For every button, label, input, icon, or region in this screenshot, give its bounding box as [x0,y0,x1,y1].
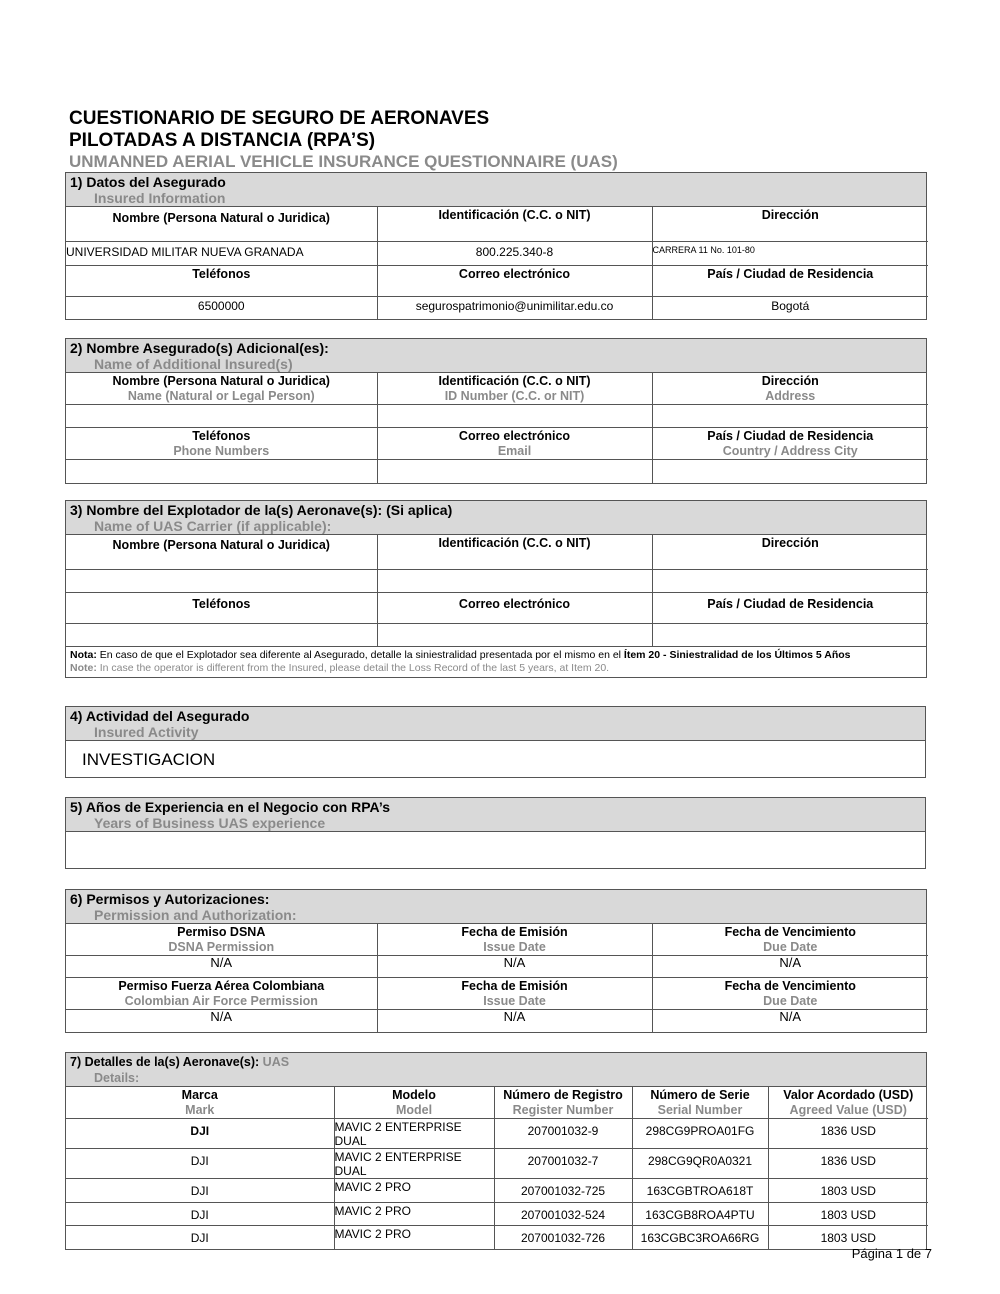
model-cell[interactable]: MAVIC 2 ENTERPRISE DUAL [334,1119,494,1149]
title-line-2: PILOTADAS A DISTANCIA (RPA’S) [69,130,376,151]
page-subtitle: UNMANNED AERIAL VEHICLE INSURANCE QUESTIONNAIRE (UAS) [69,152,618,171]
section-header [66,707,925,741]
issue-date-header: Fecha de Emisión Issue Date [377,978,652,1010]
section-uas-details [65,1052,927,1250]
fac-issue-field[interactable]: N/A [377,1010,652,1032]
country-field[interactable] [652,460,928,483]
name-header: Nombre (Persona Natural o Juridica) [66,207,377,241]
name-field[interactable]: UNIVERSIDAD MILITAR NUEVA GRANADA [66,241,377,265]
section-header [66,173,926,207]
mark-cell[interactable]: DJI [66,1203,334,1226]
mark-cell[interactable]: DJI [66,1226,334,1249]
mark-cell[interactable]: DJI [66,1179,334,1203]
serial-cell[interactable]: 298CG9QR0A0321 [632,1149,768,1179]
country-header: País / Ciudad de Residencia [652,265,928,296]
phone-field[interactable] [66,623,377,646]
section-additional-insured [65,338,927,484]
table-row [66,1119,928,1149]
table-row [66,1179,928,1203]
section-header [66,339,926,373]
serial-cell[interactable]: 298CG9PROA01FG [632,1119,768,1149]
section-title-en: Details: [94,1071,140,1085]
value-cell[interactable]: 1836 USD [768,1119,928,1149]
dsna-issue-field[interactable]: N/A [377,956,652,978]
name-header: Nombre (Persona Natural o Juridica) [66,535,377,569]
country-header: País / Ciudad de Residencia [652,592,928,623]
fac-field[interactable]: N/A [66,1010,377,1032]
uas-table [66,1087,928,1249]
carrier-table [66,535,928,646]
email-header: Correo electrónico [377,265,652,296]
section-header [66,1053,926,1087]
section-header [66,798,925,832]
section-title-en: Permission and Authorization: [94,907,297,923]
section-uas-carrier [65,500,927,678]
insured-table [66,207,928,319]
address-field[interactable] [652,569,928,592]
serial-cell[interactable]: 163CGBTROA618T [632,1179,768,1203]
section-title-en: Insured Information [94,190,226,206]
mark-cell[interactable]: DJI [66,1119,334,1149]
serial-cell[interactable]: 163CGB8ROA4PTU [632,1203,768,1226]
phone-field[interactable]: 6500000 [66,296,377,319]
section-title: 7) Detalles de la(s) Aeronave(s): UAS [70,1055,290,1069]
section-title-en: Name of Additional Insured(s) [94,356,293,372]
address-header: Dirección Address [652,373,928,405]
register-cell[interactable]: 207001032-726 [494,1226,632,1249]
additional-insured-table [66,373,928,483]
dsna-header: Permiso DSNA DSNA Permission [66,924,377,956]
register-cell[interactable]: 207001032-9 [494,1119,632,1149]
email-field[interactable]: segurospatrimonio@unimilitar.edu.co [377,296,652,319]
register-cell[interactable]: 207001032-725 [494,1179,632,1203]
register-header: Número de Registro Register Number [494,1087,632,1119]
value-cell[interactable]: 1803 USD [768,1226,928,1249]
model-cell[interactable]: MAVIC 2 PRO [334,1203,494,1226]
phone-header: Teléfonos Phone Numbers [66,428,377,460]
section-header [66,890,926,924]
id-header: Identificación (C.C. o NIT) [377,535,652,569]
page-number: Página 1 de 7 [851,1246,932,1261]
experience-field[interactable] [66,832,925,868]
address-field[interactable] [652,405,928,428]
serial-header: Número de Serie Serial Number [632,1087,768,1119]
issue-date-header: Fecha de Emisión Issue Date [377,924,652,956]
activity-field[interactable]: INVESTIGACION [82,750,216,769]
email-header: Correo electrónico [377,592,652,623]
phone-header: Teléfonos [66,592,377,623]
section-title: 3) Nombre del Explotador de la(s) Aeronave(s): (Si aplica) [70,502,453,518]
model-cell[interactable]: MAVIC 2 PRO [334,1226,494,1249]
email-field[interactable] [377,623,652,646]
section-title-en: Name of UAS Carrier (if applicable): [94,518,332,534]
email-field[interactable] [377,460,652,483]
dsna-due-field[interactable]: N/A [652,956,928,978]
id-field[interactable] [377,405,652,428]
table-row [66,1203,928,1226]
mark-cell[interactable]: DJI [66,1149,334,1179]
carrier-note: Nota: En caso de que el Explotador sea diferente al Asegurado, detalle la siniestralidad presentada por el mismo en el Ítem 20 - Siniestralidad de los Últimos 5 Años Note: In case the operator is different from the Insured, please detail the Loss Record of the last 5 years, at Item 20. [66,646,926,677]
name-field[interactable] [66,405,377,428]
phone-field[interactable] [66,460,377,483]
value-cell[interactable]: 1803 USD [768,1203,928,1226]
section-insured-info [65,172,927,320]
phone-header: Teléfonos [66,265,377,296]
uas-header-row [66,1087,928,1119]
table-row [66,1226,928,1249]
serial-cell[interactable]: 163CGBC3ROA66RG [632,1226,768,1249]
country-header: País / Ciudad de Residencia Country / Address City [652,428,928,460]
section-title: 4) Actividad del Asegurado [70,708,250,724]
value-header: Valor Acordado (USD) Agreed Value (USD) [768,1087,928,1119]
value-cell[interactable]: 1803 USD [768,1179,928,1203]
id-field[interactable] [377,569,652,592]
register-cell[interactable]: 207001032-524 [494,1203,632,1226]
model-cell[interactable]: MAVIC 2 PRO [334,1179,494,1203]
page-title [69,108,489,152]
register-cell[interactable]: 207001032-7 [494,1149,632,1179]
email-header: Correo electrónico Email [377,428,652,460]
id-field[interactable]: 800.225.340-8 [377,241,652,265]
model-header: Modelo Model [334,1087,494,1119]
permissions-table [66,924,928,1032]
id-header: Identificación (C.C. o NIT) ID Number (C.C. or NIT) [377,373,652,405]
address-header: Dirección [652,535,928,569]
table-row [66,1149,928,1179]
fac-header: Permiso Fuerza Aérea Colombiana Colombian Air Force Permission [66,978,377,1010]
section-insured-activity [65,706,926,778]
name-header: Nombre (Persona Natural o Juridica) Name (Natural or Legal Person) [66,373,377,405]
due-date-header: Fecha de Vencimiento Due Date [652,978,928,1010]
section-title-en: Insured Activity [94,724,199,740]
mark-header: Marca Mark [66,1087,334,1119]
dsna-field[interactable]: N/A [66,956,377,978]
section-header [66,501,926,535]
title-line-1: CUESTIONARIO DE SEGURO DE AERONAVES [69,108,490,129]
section-permissions [65,889,927,1033]
section-title: 1) Datos del Asegurado [70,174,226,190]
value-cell[interactable]: 1836 USD [768,1149,928,1179]
section-title: 6) Permisos y Autorizaciones: [70,891,270,907]
section-title: 5) Años de Experiencia en el Negocio con RPA’s [70,799,391,815]
model-cell[interactable]: MAVIC 2 ENTERPRISE DUAL [334,1149,494,1179]
fac-due-field[interactable]: N/A [652,1010,928,1032]
address-field[interactable]: CARRERA 11 No. 101-80 [652,241,928,265]
id-header: Identificación (C.C. o NIT) [377,207,652,241]
section-title: 2) Nombre Asegurado(s) Adicional(es): [70,340,329,356]
country-field[interactable] [652,623,928,646]
country-field[interactable]: Bogotá [652,296,928,319]
address-header: Dirección [652,207,928,241]
section-years-experience [65,797,926,869]
name-field[interactable] [66,569,377,592]
section-title-en: Years of Business UAS experience [94,815,326,831]
due-date-header: Fecha de Vencimiento Due Date [652,924,928,956]
